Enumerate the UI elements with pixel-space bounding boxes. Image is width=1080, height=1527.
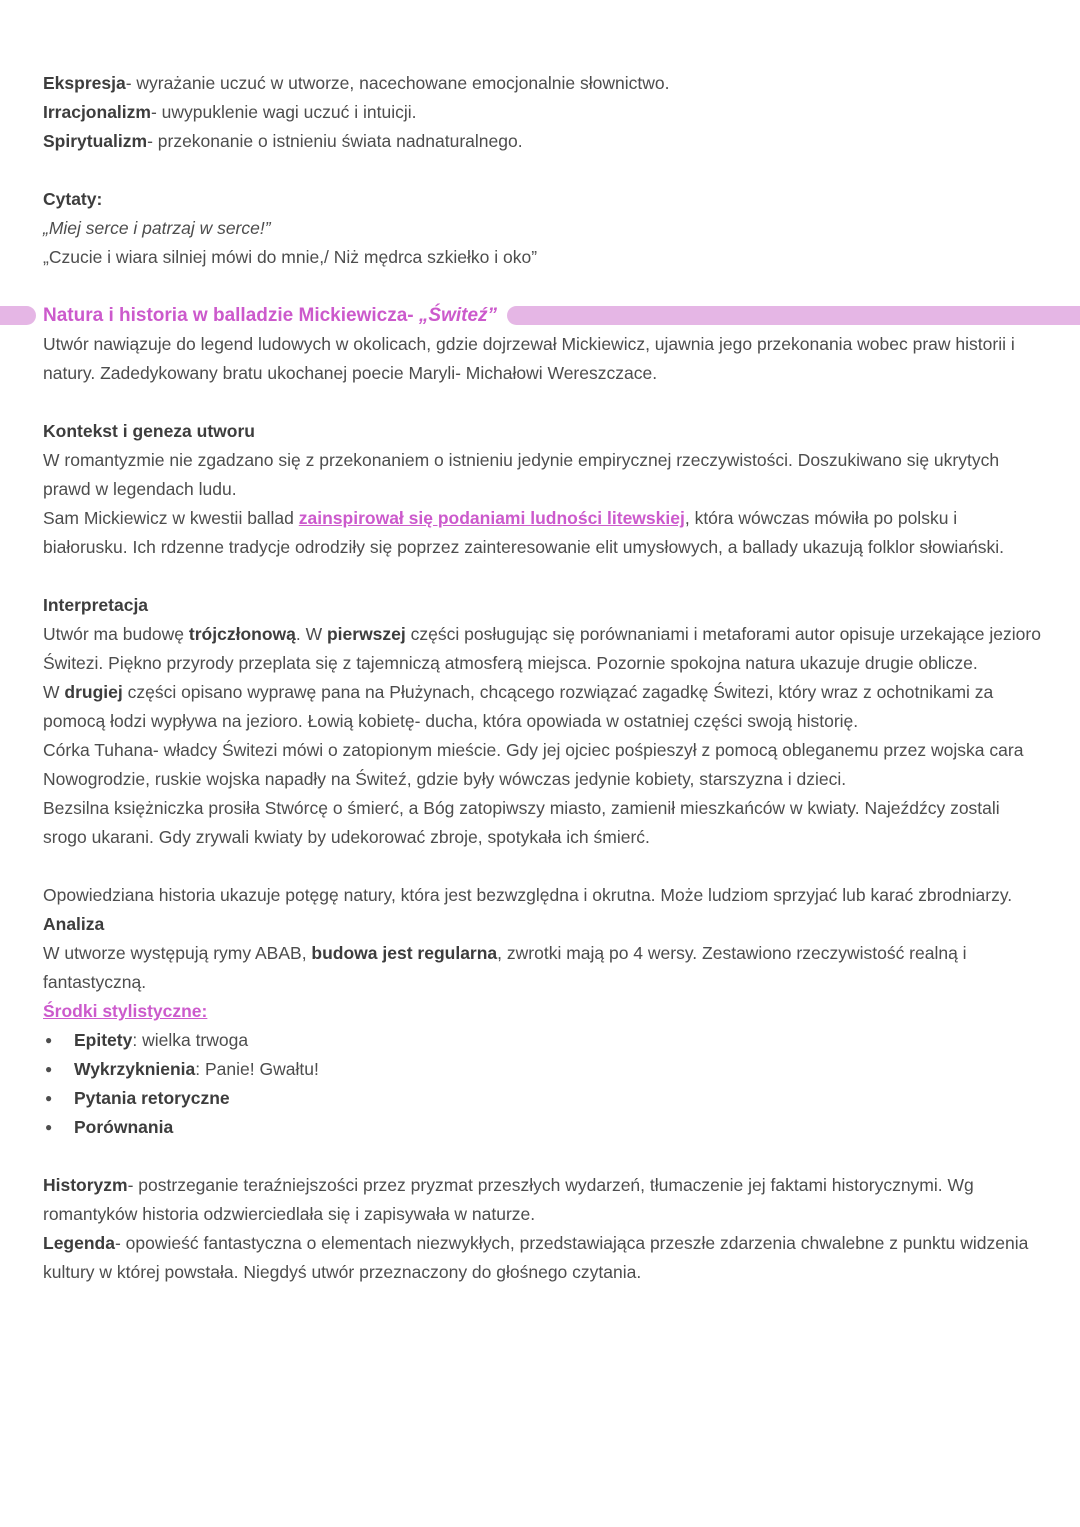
interpretation-heading: Interpretacja <box>43 595 149 615</box>
section-bar-right-decoration <box>507 306 1080 325</box>
list-item: ● Epitety: wielka trwoga <box>43 1026 1043 1055</box>
definition-ekspresja: Ekspresja- wyrażanie uczuć w utworze, nacechowane emocjonalnie słownictwo. <box>43 73 670 93</box>
context-heading: Kontekst i geneza utworu <box>43 421 255 441</box>
bullet-icon: ● <box>45 1091 53 1105</box>
interpretation-paragraph-3: Córka Tuhana- władcy Świtezi mówi o zatopionym mieście. Gdy jej ojciec pośpieszył z pomocą obleganemu przez wojska cara Nowogrodzie, ruskie wojska napadły na Świteź, gdzie były wówczas jedynie kobiety, starszyzna i dzieci. <box>43 740 1024 789</box>
analysis-heading: Analiza <box>43 914 105 934</box>
quote-1: „Miej serce i patrzaj w serce!” <box>43 218 271 238</box>
quotes-heading: Cytaty: <box>43 189 103 209</box>
interpretation-paragraph-2: W drugiej części opisano wyprawę pana na Płużynach, chcącego rozwiązać zagadkę Świtezi, który wraz z ochotnikami za pomocą łodzi wypływa na jezioro. Łowią kobietę- ducha, która opowiada w ostatniej części swoją historię. <box>43 682 994 731</box>
list-item: ● Pytania retoryczne <box>43 1084 1043 1113</box>
stylistic-devices-heading[interactable]: Środki stylistyczne: <box>43 1001 208 1021</box>
bullet-icon: ● <box>45 1120 53 1134</box>
analysis-summary: Opowiedziana historia ukazuje potęgę natury, która jest bezwzględna i okrutna. Może ludziom sprzyjać lub karać zbrodniarzy. <box>43 885 1013 905</box>
analysis-paragraph: W utworze występują rymy ABAB, budowa jest regularna, zwrotki mają po 4 wersy. Zestawiono rzeczywistość realną i fantastyczną. <box>43 943 967 992</box>
list-item: ● Wykrzyknienia: Panie! Gwałtu! <box>43 1055 1043 1084</box>
interpretation-paragraph-1: Utwór ma budowę trójczłonową. W pierwszej części posługując się porównaniami i metaforami autor opisuje urzekające jezioro Świtezi. Piękno przyrody przeplata się z tajemniczą atmosferą miejsca. Pozornie spokojna natura ukazuje drugie oblicze. <box>43 624 1041 673</box>
definition-historyzm: Historyzm- postrzeganie teraźniejszości przez pryzmat przeszłych wydarzeń, tłumaczenie jej faktami historycznymi. Wg romantyków historia odzwierciedlała się i zapisywała w naturze. <box>43 1175 974 1224</box>
document-page <box>43 69 1043 1287</box>
quote-2: „Czucie i wiara silniej mówi do mnie,/ Niż mędrca szkiełko i oko” <box>43 247 538 267</box>
definition-legenda: Legenda- opowieść fantastyczna o elementach niezwykłych, przedstawiająca przeszłe zdarzenia chwalebne z punktu widzenia kultury w której powstała. Niegdyś utwór przeznaczony do głośnego czytania. <box>43 1233 1029 1282</box>
definition-spirytualizm: Spirytualizm- przekonanie o istnieniu świata nadnaturalnego. <box>43 131 523 151</box>
context-paragraph-2: Sam Mickiewicz w kwestii ballad zainspirował się podaniami ludności litewskiej, która wówczas mówiła po polsku i białorusku. Ich rdzenne tradycje odrodziły się poprzez zainteresowanie elit umysłowych, a ballady ukazują folklor słowiański. <box>43 508 1005 557</box>
section-heading-bar <box>43 301 1043 330</box>
definition-irracjonalizm: Irracjonalizm- uwypuklenie wagi uczuć i intuicji. <box>43 102 417 122</box>
bullet-icon: ● <box>45 1033 53 1047</box>
inspiration-link[interactable]: zainspirował się podaniami ludności litewskiej <box>298 508 685 528</box>
context-paragraph-1: W romantyzmie nie zgadzano się z przekonaniem o istnieniu jedynie empirycznej rzeczywistości. Doszukiwano się ukrytych prawd w legendach ludu. <box>43 450 1000 499</box>
section-bar-left-decoration <box>0 306 36 325</box>
stylistic-devices-list <box>43 1026 1043 1142</box>
list-item: ● Porównania <box>43 1113 1043 1142</box>
bullet-icon: ● <box>45 1062 53 1076</box>
section-intro: Utwór nawiązuje do legend ludowych w okolicach, gdzie dojrzewał Mickiewicz, ujawnia jego przekonania wobec praw historii i natury. Zadedykowany bratu ukochanej poecie Maryli- Michałowi Wereszczace. <box>43 334 1015 383</box>
interpretation-paragraph-4: Bezsilna księżniczka prosiła Stwórcę o śmierć, a Bóg zatopiwszy miasto, zamienił mieszkańców w kwiaty. Najeźdźcy zostali srogo ukarani. Gdy zrywali kwiaty by udekorować zbroje, spotykała ich śmierć. <box>43 798 1000 847</box>
section-title: Natura i historia w balladzie Mickiewicza- „Świteź” <box>43 301 503 330</box>
